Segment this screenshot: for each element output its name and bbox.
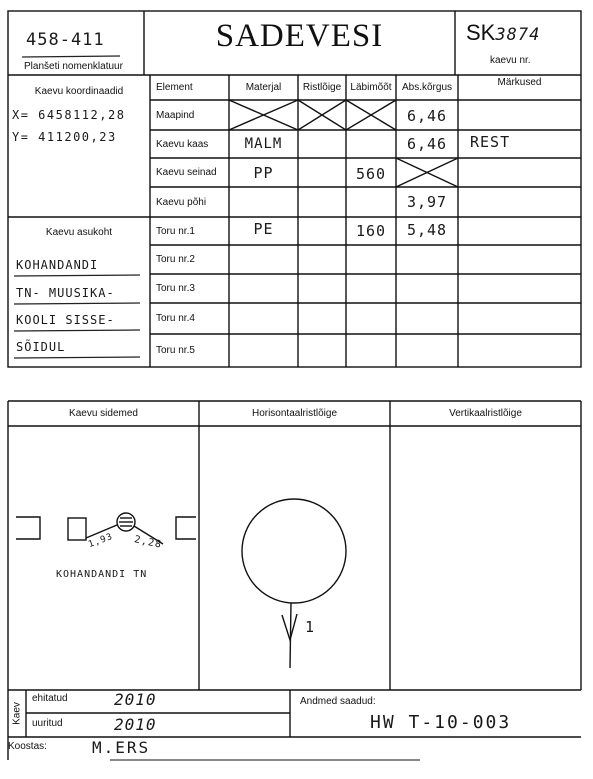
header-labimoot: Läbimõõt (350, 82, 392, 93)
abs-toru1: 5,48 (406, 221, 448, 239)
sketch-distance-left: 1,93 (87, 531, 115, 551)
pipe-number-label: 1 (305, 618, 316, 636)
sheet-label: Planšeti nomenklatuur (24, 61, 123, 72)
well-number (466, 20, 540, 46)
materjal-toru1: PE (253, 220, 274, 238)
location-line: SÕIDUL (16, 340, 66, 354)
header-abs: Abs.kõrgus (401, 82, 453, 93)
abs-kaas: 6,46 (406, 135, 448, 153)
abs-maapind: 6,46 (406, 107, 448, 125)
abs-pohi: 3,97 (406, 193, 448, 211)
row-element: Kaevu põhi (156, 196, 207, 208)
location-label: Kaevu asukoht (45, 227, 113, 238)
ehitatud-value: 2010 (114, 690, 157, 709)
location-line: KOHANDANDI (16, 258, 99, 272)
well-prefix: SK (466, 20, 496, 45)
kaev-label-box (8, 690, 26, 737)
panel-header: Horisontaalristlõige (251, 408, 338, 419)
ehitatud-label: ehitatud (32, 693, 68, 704)
panel-header: Kaevu sidemed (69, 408, 138, 419)
coords-label: Kaevu koordinaadid (34, 86, 124, 97)
coord-y: Y= 411200,23 (12, 130, 117, 144)
kaev-label: Kaev (11, 702, 23, 725)
horizontal-section-drawing (242, 499, 346, 668)
location-line: TN- MUUSIKA- (16, 286, 115, 300)
uuritud-value: 2010 (114, 715, 157, 734)
row-element: Toru nr.2 (156, 254, 195, 265)
row-element: Toru nr.1 (156, 225, 195, 237)
location-line: KOOLI SISSE- (16, 313, 115, 327)
well-label: kaevu nr. (490, 55, 531, 66)
row-element: Toru nr.3 (156, 283, 195, 294)
sketch-distance-right: 2,28 (133, 534, 163, 551)
page-title: SADEVESI (215, 18, 384, 54)
row-element: Kaevu seinad (156, 167, 217, 178)
sketch-street-label: KOHANDANDI TN (56, 569, 148, 580)
row-element: Toru nr.4 (156, 313, 195, 324)
koostas-label: Koostas: (8, 741, 47, 752)
uuritud-label: uuritud (32, 718, 63, 729)
labimoot-toru1: 160 (355, 222, 387, 240)
header-markused: Märkused (497, 77, 542, 88)
coord-x: X= 6458112,28 (12, 108, 126, 122)
row-element: Toru nr.5 (156, 345, 195, 356)
materjal-seinad: PP (253, 163, 274, 182)
panel-header: Vertikaalristlõige (449, 408, 522, 419)
materjal-kaas: MALM (244, 136, 283, 152)
koostas-value: M.ERS (92, 738, 151, 757)
header-element: Element (156, 82, 193, 93)
sheet-number: 458-411 (26, 30, 105, 50)
andmed-label: Andmed saadud: (300, 696, 376, 707)
andmed-value: HW T-10-003 (370, 712, 512, 733)
labimoot-seinad: 560 (355, 164, 387, 183)
markused-kaas: REST (470, 133, 511, 151)
well-number-value: 3874 (495, 25, 541, 45)
header-materjal: Materjal (245, 82, 282, 93)
row-element: Kaevu kaas (156, 138, 209, 150)
header-ristloige: Ristlõige (302, 82, 342, 93)
row-element: Maapind (156, 109, 195, 121)
